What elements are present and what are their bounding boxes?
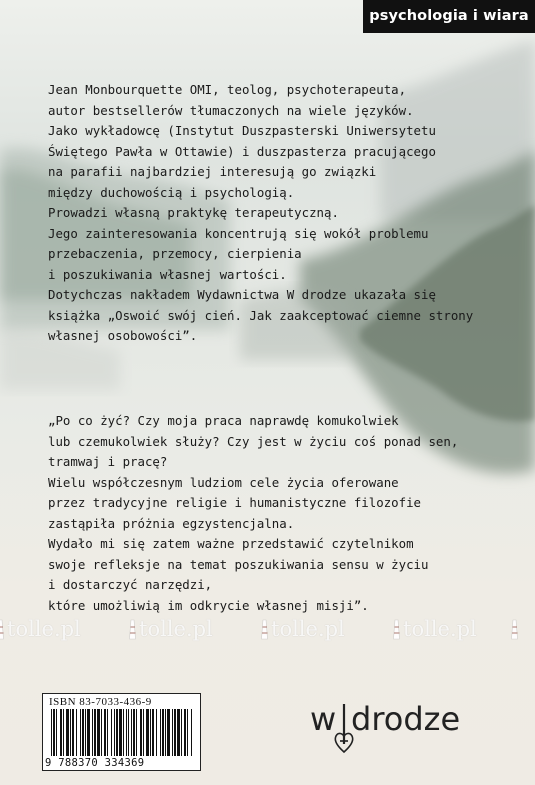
bio-line: na parafii najbardziej interesują go związki: [48, 164, 377, 179]
watermark: tolle.pl: [128, 617, 213, 641]
author-bio: [48, 80, 518, 347]
bio-line: przebaczenia, przemocy, cierpienia: [48, 246, 302, 261]
bio-line: autor bestsellerów tłumaczonych na wiele języków.: [48, 102, 414, 118]
quote-line: tramwaj i pracę?: [48, 454, 168, 469]
bio-line: Jako wykładowcę (Instytut Duszpasterski Uniwersytetu: [48, 123, 436, 138]
quote-line: Wydało mi się zatem ważne przedstawić czytelnikom: [48, 536, 414, 551]
publisher-logo: [310, 690, 461, 760]
bio-line: Prowadzi własną praktykę terapeutyczną.: [48, 205, 339, 220]
watermark: [510, 617, 521, 641]
watermark: tolle.pl: [0, 617, 81, 641]
barcode-number: 9 788370 334369: [45, 757, 145, 769]
bio-line: własnej osobowości”.: [48, 328, 198, 343]
quote-line: zastąpiła próżnia egzystencjalna.: [48, 515, 295, 531]
lighthouse-icon: [128, 618, 137, 640]
series-label: psychologia i wiara: [363, 0, 535, 33]
bio-line: Dotychczas nakładem Wydawnictwa W drodze ukazała się: [48, 287, 436, 302]
lighthouse-icon: [392, 618, 401, 640]
isbn-number: ISBN 83-7033-436-9: [49, 696, 152, 708]
bio-line: Świętego Pawła w Ottawie) i duszpasterza pracującego: [48, 143, 436, 159]
bio-line: Jego zainteresowania koncentrują się wokół problemu: [48, 225, 429, 241]
lighthouse-icon: [260, 618, 269, 640]
bio-line: książka „Oswoić swój cień. Jak zaakceptować ciemne strony: [48, 307, 474, 323]
barcode-icon: [51, 709, 192, 756]
bio-line: Jean Monbourquette OMI, teolog, psychoterapeuta,: [48, 82, 407, 97]
watermark: tolle.pl: [260, 617, 345, 641]
quote-line: i dostarczyć narzędzi,: [48, 577, 213, 592]
quote-line: „Po co żyć? Czy moja praca naprawdę komukolwiek: [48, 413, 399, 428]
quote-line: przez tradycyjne religie i humanistyczne filozofie: [48, 495, 421, 510]
bio-line: i poszukiwania własnej wartości.: [48, 266, 287, 282]
logo-name: drodze: [351, 700, 461, 738]
logo-letter: w: [310, 700, 337, 738]
isbn-barcode: [42, 693, 201, 771]
quote-line: które umożliwią im odkrycie własnej misji”.: [48, 597, 369, 613]
book-quote: [48, 411, 518, 616]
bio-line: między duchowością i psychologią.: [48, 184, 295, 200]
quote-line: Wielu współczesnym ludziom cele życia oferowane: [48, 474, 399, 490]
lighthouse-icon: [510, 618, 519, 640]
quote-line: lub czemukolwiek służy? Czy jest w życiu coś ponad sen,: [48, 433, 459, 449]
quote-line: swoje refleksje na temat poszukiwania sensu w życiu: [48, 556, 429, 572]
watermark: tolle.pl: [392, 617, 477, 641]
lighthouse-icon: [0, 618, 5, 640]
